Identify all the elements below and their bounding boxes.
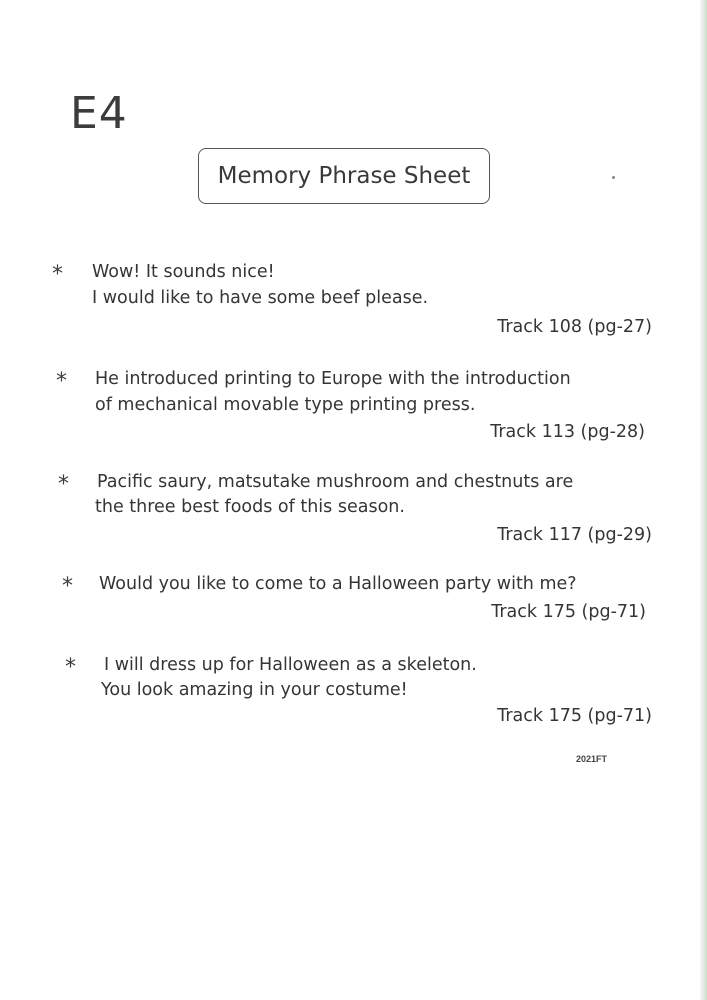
bullet-asterisk: * [62,574,73,599]
page-title: Memory Phrase Sheet [217,163,471,189]
phrase-item [0,258,707,348]
title-box [198,148,490,204]
scan-speck [612,176,615,179]
phrase-line: Pacific saury, matsutake mushroom and chestnuts are [97,472,574,492]
track-reference: Track 175 (pg-71) [497,706,652,726]
phrase-item [0,651,707,741]
bullet-asterisk: * [65,655,76,680]
phrase-line: I will dress up for Halloween as a skeleton. [104,655,477,675]
track-reference: Track 117 (pg-29) [497,525,652,545]
track-reference: Track 108 (pg-27) [497,317,652,337]
phrase-line: of mechanical movable type printing press. [95,395,476,415]
track-reference: Track 113 (pg-28) [490,422,645,442]
phrase-item [0,365,707,455]
bullet-asterisk: * [52,262,63,287]
phrase-line: I would like to have some beef please. [92,288,429,308]
bullet-asterisk: * [56,369,67,394]
level-label: E4 [70,88,128,139]
phrase-item [0,570,707,660]
phrase-line: the three best foods of this season. [95,497,405,517]
phrase-line: You look amazing in your costume! [101,680,408,700]
phrase-item [0,468,707,558]
bullet-asterisk: * [58,472,69,497]
phrase-line: He introduced printing to Europe with the introduction [95,369,571,389]
document-code: 2021FT [576,754,608,764]
track-reference: Track 175 (pg-71) [491,602,646,622]
phrase-line: Wow! It sounds nice! [92,262,275,282]
phrase-line: Would you like to come to a Halloween party with me? [99,574,577,594]
